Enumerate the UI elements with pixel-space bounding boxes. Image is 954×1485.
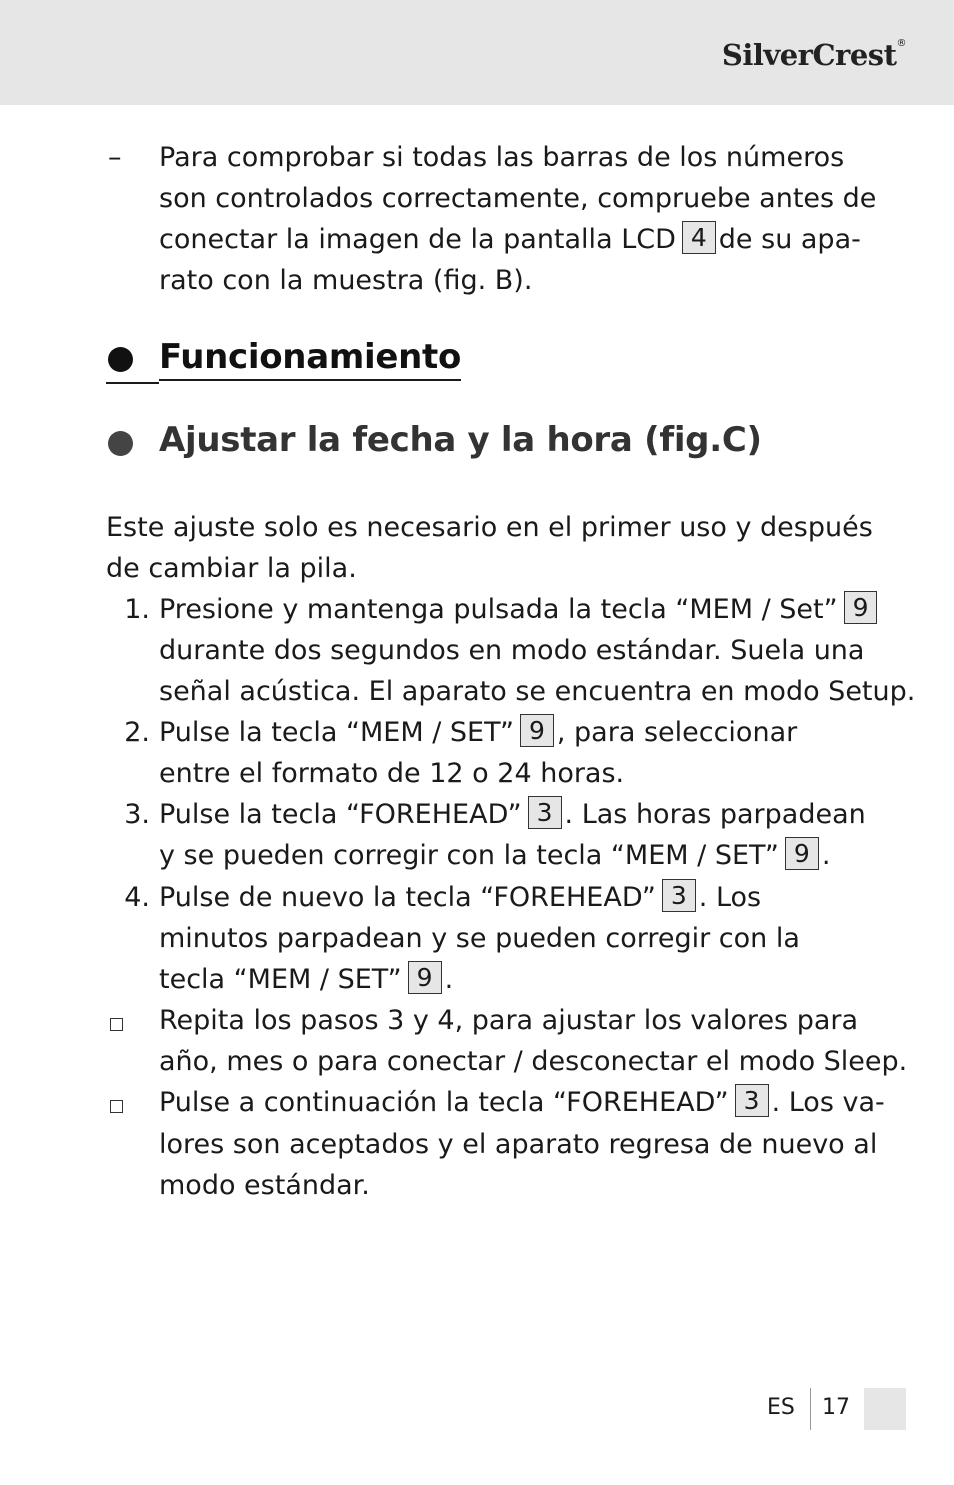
step-text: Pulse la tecla “FOREHEAD”	[159, 799, 522, 830]
step-number: 1.	[124, 594, 150, 625]
note-1-line-1: Repita los pasos 3 y 4, para ajustar los valores para	[159, 1005, 859, 1036]
section-heading: Funcionamiento	[159, 337, 461, 381]
ref-box-9: 9	[520, 714, 554, 747]
ref-box-9: 9	[408, 961, 442, 994]
step-text: Presione y mantenga pulsada la tecla “MEM / Set”	[159, 594, 838, 625]
note-2-line-2: lores son aceptados y el aparato regresa de nuevo al	[159, 1129, 878, 1160]
step-text-cont: .	[444, 964, 454, 995]
step-3-line-1	[159, 794, 866, 835]
note-2-line-1	[159, 1082, 885, 1123]
note-text: Pulse a continuación la tecla “FOREHEAD”	[159, 1087, 729, 1118]
heading-underline	[106, 382, 159, 384]
step-2-line-1	[159, 712, 797, 753]
step-text-cont: .	[821, 840, 831, 871]
step-4-line-1	[159, 877, 761, 918]
step-text-cont: , para seleccionar	[556, 717, 798, 748]
note-2-line-3: modo estándar.	[159, 1170, 370, 1201]
ref-box-3: 3	[735, 1084, 769, 1117]
subheading-bullet-icon	[108, 431, 133, 456]
step-number: 4.	[124, 882, 150, 913]
step-number: 3.	[124, 799, 150, 830]
note-1-line-2: año, mes o para conectar / desconectar el modo Sleep.	[159, 1046, 908, 1077]
subsection-heading: Ajustar la fecha y la hora (fig.C)	[159, 420, 762, 460]
step-3-line-2	[159, 835, 830, 876]
ref-box-3: 3	[662, 879, 696, 912]
intro-bullet-text-cont: de su apa-	[718, 224, 861, 255]
intro-bullet-line-2: son controlados correctamente, compruebe antes de	[159, 183, 877, 214]
checkbox-bullet-icon	[110, 1018, 123, 1031]
step-4-line-2: minutos parpadean y se pueden corregir con la	[159, 923, 800, 954]
footer-language: ES	[767, 1395, 795, 1420]
intro-bullet-line-4: rato con la muestra (fig. B).	[159, 265, 533, 296]
step-text: Pulse de nuevo la tecla “FOREHEAD”	[159, 882, 656, 913]
dash-bullet-marker: –	[108, 142, 122, 173]
step-1-line-2: durante dos segundos en modo estándar. Suela una	[159, 635, 865, 666]
step-text: Pulse la tecla “MEM / SET”	[159, 717, 514, 748]
step-4-line-3	[159, 959, 453, 1000]
brand-registered-mark: ®	[896, 38, 906, 49]
step-text-cont: . Las horas parpadean	[564, 799, 866, 830]
intro-bullet-text: conectar la imagen de la pantalla LCD	[159, 224, 676, 255]
step-text: y se pueden corregir con la tecla “MEM / SET”	[159, 840, 779, 871]
note-text-cont: . Los va-	[771, 1087, 885, 1118]
intro-bullet-line-1: Para comprobar si todas las barras de los números	[159, 142, 845, 173]
step-text-cont: . Los	[698, 882, 762, 913]
intro-bullet-line-3	[159, 219, 861, 260]
step-2-line-2: entre el formato de 12 o 24 horas.	[159, 758, 625, 789]
step-1-line-3: señal acústica. El aparato se encuentra en modo Setup.	[159, 676, 916, 707]
ref-box-4: 4	[682, 221, 716, 254]
step-1-line-1	[159, 589, 880, 630]
ref-box-3: 3	[528, 796, 562, 829]
step-text: tecla “MEM / SET”	[159, 964, 402, 995]
ref-box-9: 9	[844, 591, 878, 624]
heading-bullet-icon	[108, 347, 133, 372]
brand-name: SilverCrest	[721, 38, 897, 72]
brand-logo	[722, 38, 906, 72]
footer-divider	[810, 1388, 811, 1430]
page-number: 17	[822, 1395, 850, 1420]
step-number: 2.	[124, 717, 150, 748]
page-header	[0, 0, 954, 105]
checkbox-bullet-icon	[110, 1100, 123, 1113]
footer-tab-marker	[864, 1388, 906, 1430]
body-intro-line-1: Este ajuste solo es necesario en el primer uso y después	[106, 512, 873, 543]
ref-box-9: 9	[785, 837, 819, 870]
body-intro-line-2: de cambiar la pila.	[106, 553, 357, 584]
